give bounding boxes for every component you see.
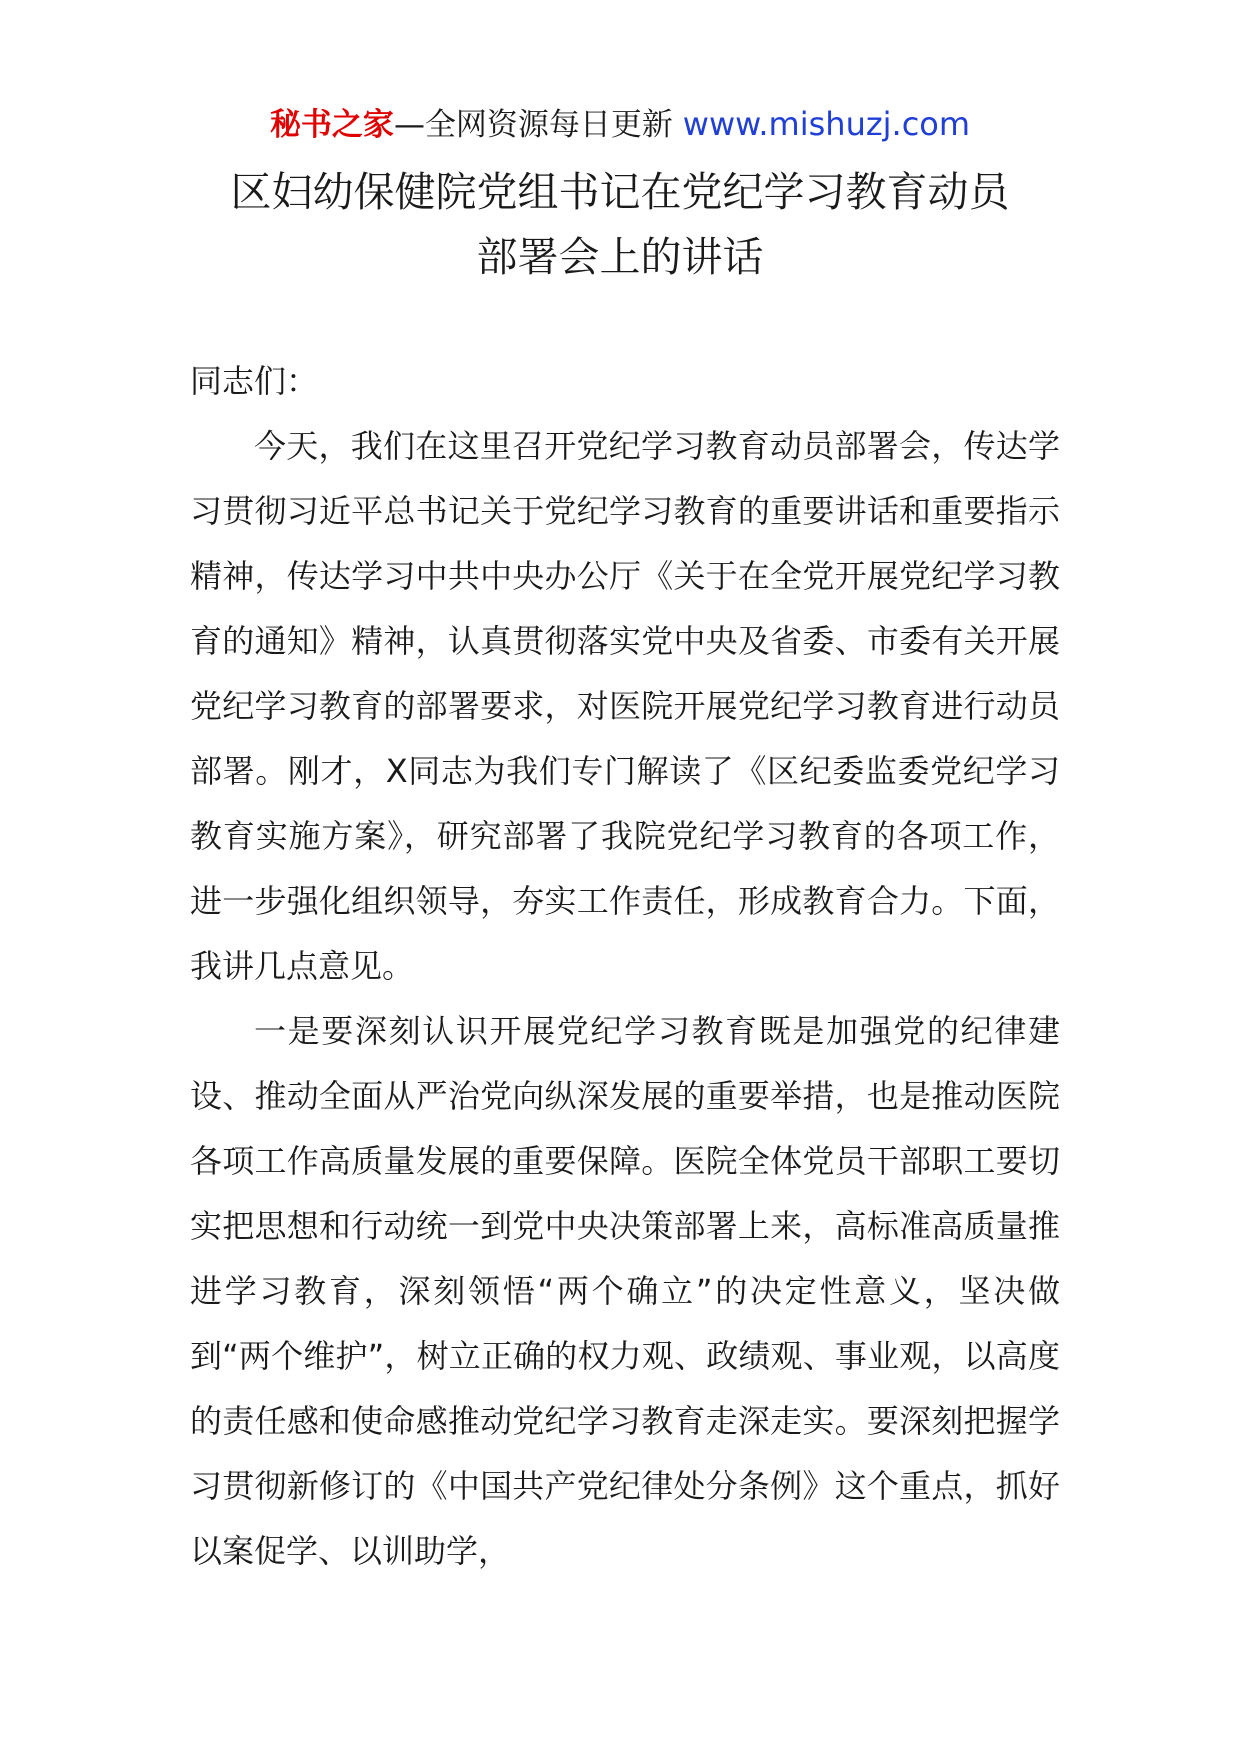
document-title-line-1: 区妇幼保健院党组书记在党纪学习教育动员 <box>230 168 1010 216</box>
paragraph-1: 今天，我们在这里召开党纪学习教育动员部署会，传达学习贯彻习近平总书记关于党纪学习教育的重要讲话和重要指示精神，传达学习中共中央办公厅《关于在全党开展党纪学习教育的通知》精神，认真贯彻落实党中央及省委、市委有关开展党纪学习教育的部署要求，对医院开展党纪学习教育进行动员部署。刚才，X同志为我们专门解读了《区纪委监委党纪学习教育实施方案》，研究部署了我院党纪学习教育的各项工作，进一步强化组织领导，夯实工作责任，形成教育合力。下面，我讲几点意见。 <box>190 427 1060 985</box>
document-body <box>190 355 1060 1584</box>
watermark-header <box>0 98 1240 151</box>
document-title-line-2: 部署会上的讲话 <box>476 233 764 281</box>
greeting: 同志们： <box>190 362 319 400</box>
header-tagline: —全网资源每日更新 <box>393 107 683 143</box>
paragraph-2: 一是要深刻认识开展党纪学习教育既是加强党的纪律建设、推动全面从严治党向纵深发展的重要举措，也是推动医院各项工作高质量发展的重要保障。医院全体党员干部职工要切实把思想和行动统一到党中央决策部署上来，高标准高质量推进学习教育，深刻领悟“两个确立”的决定性意义，坚决做到“两个维护”，树立正确的权力观、政绩观、事业观，以高度的责任感和使命感推动党纪学习教育走深走实。要深刻把握学习贯彻新修订的《中国共产党纪律处分条例》这个重点，抓好以案促学、以训助学， <box>190 1012 1060 1570</box>
brand-name: 秘书之家 <box>269 107 394 143</box>
site-url-link[interactable]: www.mishuzj.com <box>682 105 971 143</box>
